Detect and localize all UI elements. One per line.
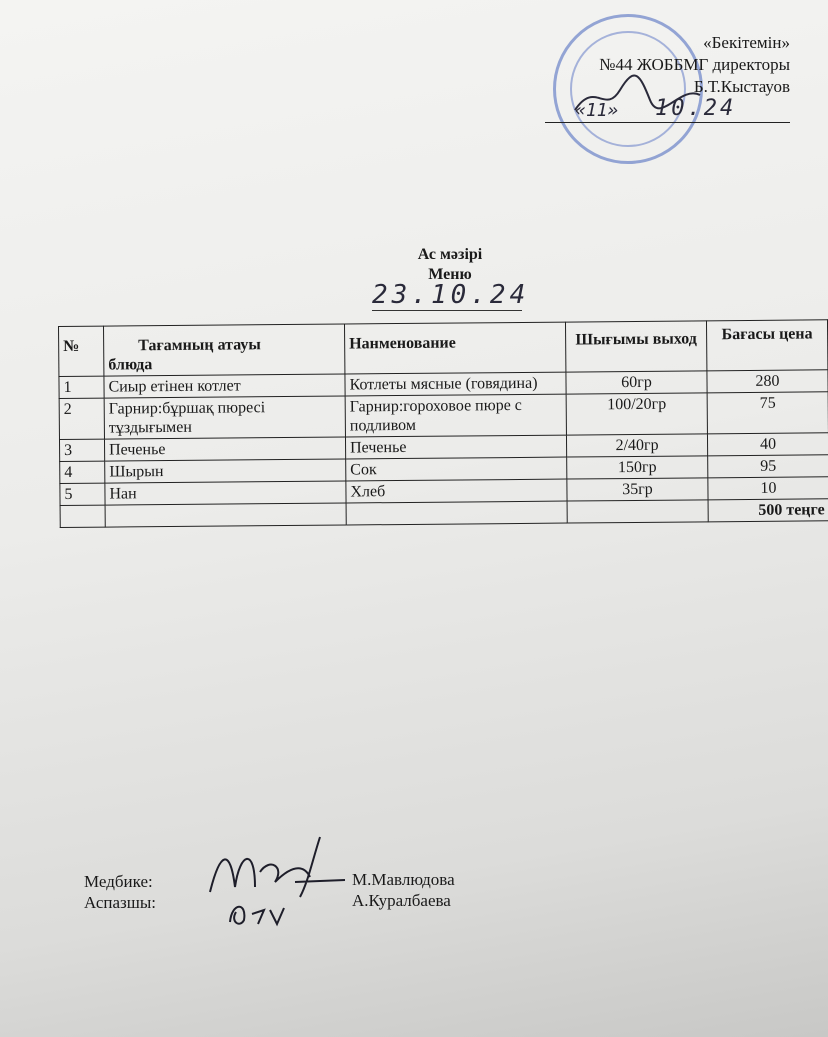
cook-name: А.Куралбаева (352, 891, 451, 910)
approval-date-day: «11» (575, 100, 619, 121)
row-num: 2 (59, 398, 104, 439)
row-num: 1 (59, 376, 104, 398)
approval-director: Б.Т.Кыстауов (693, 77, 790, 96)
cook-label: Аспазшы: (84, 893, 156, 912)
row-name-ru: Сок (346, 457, 567, 481)
nurse-label: Медбике: (84, 872, 153, 891)
row-name-kz: Печенье (104, 437, 345, 461)
empty-cell (105, 503, 346, 527)
names-block (352, 869, 455, 911)
menu-date: 23.10.24 (372, 280, 530, 310)
approval-title: «Бекітемін» (703, 33, 790, 52)
col-name-kz (104, 324, 345, 376)
menu-title-ru: Меню (428, 266, 472, 283)
table-row (59, 392, 828, 440)
row-name-ru: Котлеты мясные (говядина) (345, 372, 566, 396)
table-header-row (59, 320, 828, 377)
row-name-ru: Хлеб (346, 479, 567, 503)
row-price: 40 (707, 433, 828, 456)
row-num: 5 (60, 483, 105, 505)
col-name-kz-label: Тағамның атауы (138, 336, 261, 355)
empty-cell (346, 501, 567, 525)
col-output: Шығымы выход (565, 321, 706, 372)
row-num: 4 (60, 461, 105, 483)
row-price: 10 (708, 477, 828, 500)
col-num: № (59, 326, 104, 376)
row-price: 75 (707, 392, 828, 434)
cook-signature (222, 892, 292, 932)
row-output: 150гр (567, 456, 708, 479)
row-name-ru: Гарнир:гороховое пюре с подливом (345, 394, 566, 437)
row-name-kz: Нан (105, 481, 346, 505)
approval-date-rest: 10.24 (655, 96, 737, 121)
row-name-kz: Гарнир:бұршақ пюресі тұздығымен (104, 396, 345, 439)
row-output: 2/40гр (566, 434, 707, 457)
row-num: 3 (59, 439, 104, 461)
row-name-kz: Сиыр етінен котлет (104, 374, 345, 398)
nurse-name: М.Мавлюдова (352, 870, 455, 889)
director-signature (570, 70, 710, 120)
empty-cell (60, 505, 105, 527)
row-name-ru: Печенье (345, 435, 566, 459)
row-output: 35гр (567, 478, 708, 501)
row-output: 100/20гр (566, 393, 707, 435)
menu-title-kz: Ас мәзірі (417, 246, 483, 263)
empty-cell (567, 500, 708, 523)
total-price: 500 теңге (708, 499, 828, 522)
row-output: 60гр (566, 371, 707, 394)
col-price: Бағасы цена (706, 320, 827, 371)
signatures-block (84, 871, 156, 913)
row-price: 95 (708, 455, 828, 478)
row-name-kz: Шырын (105, 459, 346, 483)
approval-school: №44 ЖОББМГ (599, 55, 709, 74)
row-price: 280 (707, 370, 828, 393)
menu-table (58, 319, 828, 528)
approval-role: директоры (712, 55, 790, 74)
col-name-ru: Нанменование (344, 322, 565, 374)
col-name-kz-sub: блюда (108, 356, 153, 374)
